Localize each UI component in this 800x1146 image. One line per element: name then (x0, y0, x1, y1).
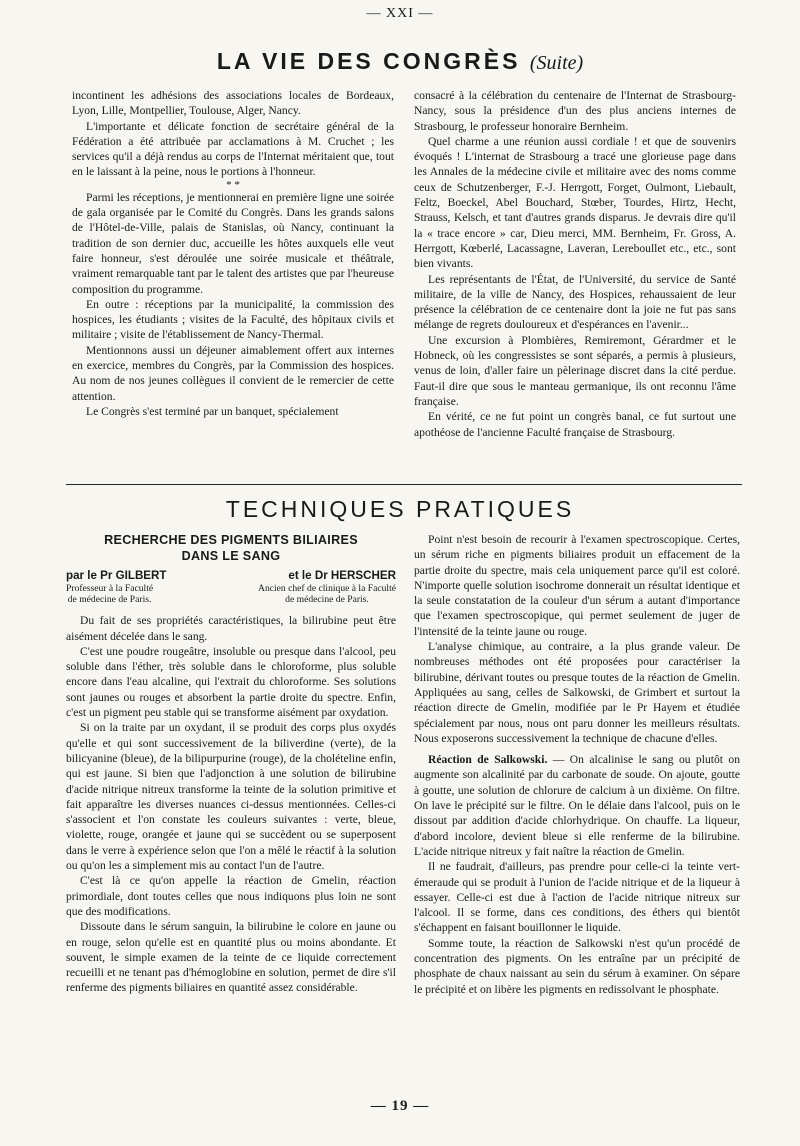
paragraph: L'importante et délicate fonction de secrétaire général de la Fédération a été attribuée par acclamations à M. Cruchet ; les services qu'il a déjà rendus au corps de l'Internat méritaient que, tout en le laissant à la peine, nous le portions à l'honneur. (72, 119, 394, 179)
salkowski-paragraph (414, 752, 740, 859)
paragraph: Quel charme a une réunion aussi cordiale ! et que de souvenirs évoqués ! L'internat de Strasbourg a tracé une glorieuse page dans les Annales de la médecine civile et militaire avec des noms comme ceux de Schutzenberger, F.-J. Herrgott, Forget, Oulmont, Liebault, Feltz, Boeckel, Abel Bouchard, Stœber, Tourdes, Hirtz, Hecht, Strauss, Kelsch, et tant d'autres grands disparus. Je devrais dire qu'il la « trace encore » car, Dieu merci, MM. Bernheim, Fr. Gross, A. Herrgott, Kœberlé, Lacassagne, Laveran, Lereboullet etc., etc., sont bien vivants. (414, 134, 736, 271)
article-title (66, 532, 396, 564)
salkowski-text: — On alcalinise le sang ou plutôt on augmente son alcalinité par du carbonate de soude. On ajoute, goutte à goutte, une solution de chlorure de calcium à un dixième. On filtre. On lave le précipité sur le filtre. On le délaie dans l'alcool, puis on le dissout par addition d'acide chlorhydrique. On chauffe. La liqueur, d'abord incolore, devient bleue si elle renferme de la bilirubine. L'acide nitrique nitreux y fait naître la réaction de Gmelin. (414, 753, 740, 858)
paragraph: L'analyse chimique, au contraire, a la plus grande valeur. De nombreuses méthodes ont été proposées pour caractériser la bilirubine, dérivant toutes ou presque toutes de la réaction de Gmelin. Appliquées au sang, celles de Salkowski, de Grimbert et surtout la réaction directe de Gmelin, modifiée par le Pr Hayem et étudiée spécialement par nous, nous ont paru donner les meilleurs résultats. Nous exposerons successivement la technique de chacune d'elles. (414, 640, 740, 745)
page-number: — 19 — (370, 1098, 430, 1114)
author-herscher: et le Dr HERSCHER (288, 569, 396, 582)
paragraph: Les représentants de l'État, de l'Université, du service de Santé militaire, de la ville de Nancy, des Hospices, rehaussaient de leur présence la célébration de ce centenaire dont la joie ne fut pas sans mélange de regrets douloureux et d'espérances en l'avenir... (414, 272, 736, 332)
roman-page-number: — XXI — (366, 6, 434, 21)
paragraph: Point n'est besoin de recourir à l'examen spectroscopique. Certes, un sérum riche en pigments biliaires produit un effacement de la partie droite du spectre, mais cela uniquement parce qu'il est coloré. N'importe quelle solution isochrome donnerait un résultat identique et la seule constatation de la couleur d'un sérum a autant d'importance que l'examen spectroscopique, qui permet seulement de juger de l'intensité de la teinte jaune ou rouge. (414, 533, 740, 638)
article-title-line: RECHERCHE DES PIGMENTS BILIAIRES (104, 533, 358, 547)
paragraph: En outre : réceptions par la municipalité, la commission des hospices, les étudiants ; visites de la Faculté, des hôpitaux civils et militaire ; visite de l'établissement de Nancy-Thermal. (72, 297, 394, 342)
section-title-congres (0, 48, 800, 75)
affiliation-line: Ancien chef de clinique à la Faculté (258, 583, 396, 595)
congres-column-right (414, 88, 736, 440)
article-title-line: DANS LE SANG (181, 549, 281, 563)
section-title-suffix: (Suite) (529, 52, 584, 74)
section-divider (66, 484, 742, 485)
paragraph: Une excursion à Plombières, Remiremont, Gérardmer et le Hobneck, où les congressistes se sont séparés, a permis à plusieurs, venus de loin, d'aller faire un pèlerinage discret dans la cité perdue. Faut-il dire que sous le manteau germanique, ils ont reconnu l'âme française. (414, 333, 736, 408)
paragraph: Le Congrès s'est terminé par un banquet, spécialement (86, 404, 339, 418)
paragraph: En vérité, ce ne fut point un congrès banal, ce fut surtout une apothéose de l'ancienne Faculté française de Strasbourg. (414, 410, 736, 439)
asterism: * * (226, 178, 240, 191)
paragraph: Dissoute dans le sérum sanguin, la bilirubine le colore en jaune ou en rouge, selon qu'elle est en quantité plus ou moins abondante. Et souvent, le simple examen de la teinte de ce liquide correctement recueilli et ne tenant pas d'hémoglobine en solution, permet de dire s'il renferme des pigments biliaires en quantité assez considérable. (66, 920, 396, 995)
paragraph: Si on la traite par un oxydant, il se produit des corps plus oxydés qu'elle et qui sont successivement de la biliverdine (verte), de la bilicyanine (bleue), de la bilipurpurine (rouge), de la cholételine enfin, qui est jaune. Si bien que l'adjonction à une solution de bilirubine d'acide nitrique nitreux transforme la teinte de la solution primitive et fait apparaître les diverses nuances ci-dessus mentionnées. Celles-ci s'associent et l'on constate les couleurs suivantes : verte, bleue, violette, rouge, orangée et jaune qui se succèdent ou se superposent dans le verre à expérience selon que l'on a mêlé le réactif à la solution ou qu'on les a simplement mis au contact l'un de l'autre. (66, 721, 396, 873)
paragraph: Parmi les réceptions, je mentionnerai en première ligne une soirée de gala organisée par le Comité du Congrès. Dans les grands salons de l'Hôtel-de-Ville, palais de Stanislas, où Nancy, continuant la tradition de son dernier duc, accueille les hôtes auxquels elle veut faire honneur, s'est déroulée une soirée musicale et théâtrale, vraiment remarquable tant par le talent des artistes que par l'heureuse composition du programme. (72, 190, 394, 296)
techniques-column-left (66, 532, 396, 996)
author-affiliations (66, 583, 396, 605)
paragraph: consacré à la célébration du centenaire de l'Internat de Strasbourg-Nancy, sous la présidence d'un des plus anciens internes de Strasbourg, le professeur honoraire Bernheim. (414, 89, 736, 133)
paragraph: Mentionnons aussi un déjeuner aimablement offert aux internes en exercice, membres du Congrès, par la Commission des hospices. Au nom de nos jeunes collègues il convient de le remercier de cette attention. (72, 343, 394, 403)
paragraph: C'est une poudre rougeâtre, insoluble ou presque dans l'alcool, peu soluble dans l'éther, très soluble dans le chloroforme, plus soluble encore dans l'eau alcaline, qui l'extrait du chloroforme. Ses solutions sont jaunes ou rouges et absorbent la partie droite du spectre. Enfin, c'est un pigment peu stable qui se transforme aisément par oxydation. (66, 644, 396, 720)
paragraph: incontinent les adhésions des associations locales de Bordeaux, Lyon, Lille, Montpellier, Toulouse, Alger, Nancy. (72, 89, 394, 118)
author-gilbert: par le Pr GILBERT (66, 569, 167, 582)
article-authors (66, 568, 396, 583)
paragraph: Somme toute, la réaction de Salkowski n'est qu'un procédé de concentration des pigments. On les entraîne par un précipité de phosphate de chaux naissant au sein du sérum à examiner. On sépare le précipité et on libère les pigments en redissolvant le phosphate. (414, 936, 740, 996)
salkowski-heading: Réaction de Salkowski. (428, 753, 548, 767)
affiliation-line: Professeur à la Faculté (66, 583, 154, 595)
section-title-text: LA VIE DES CONGRÈS (216, 48, 521, 74)
affiliation-herscher (258, 583, 396, 605)
affiliation-gilbert (66, 583, 153, 605)
section-title-techniques: TECHNIQUES PRATIQUES (225, 496, 575, 522)
affiliation-line: de médecine de Paris. (285, 594, 369, 606)
paragraph: C'est là ce qu'on appelle la réaction de Gmelin, réaction primordiale, dont toutes celles que nous indiquons plus loin ne sont que des modifications. (66, 874, 396, 918)
paragraph: Il ne faudrait, d'ailleurs, pas prendre pour celle-ci la teinte vert-émeraude qui se produit à l'union de l'acide nitrique et de la liqueur à essayer. Celle-ci est due à l'action de l'acide nitrique nitreux sur l'alcool. Il se forme, dans ces conditions, des éthers qui bientôt s'échappent en faisant bouillonner le liquide. (414, 860, 740, 935)
paragraph: Du fait de ses propriétés caractéristiques, la bilirubine peut être aisément décelée dans le sang. (66, 614, 396, 643)
techniques-column-right (414, 532, 740, 997)
affiliation-line: de médecine de Paris. (67, 594, 152, 606)
congres-column-left (72, 88, 394, 419)
